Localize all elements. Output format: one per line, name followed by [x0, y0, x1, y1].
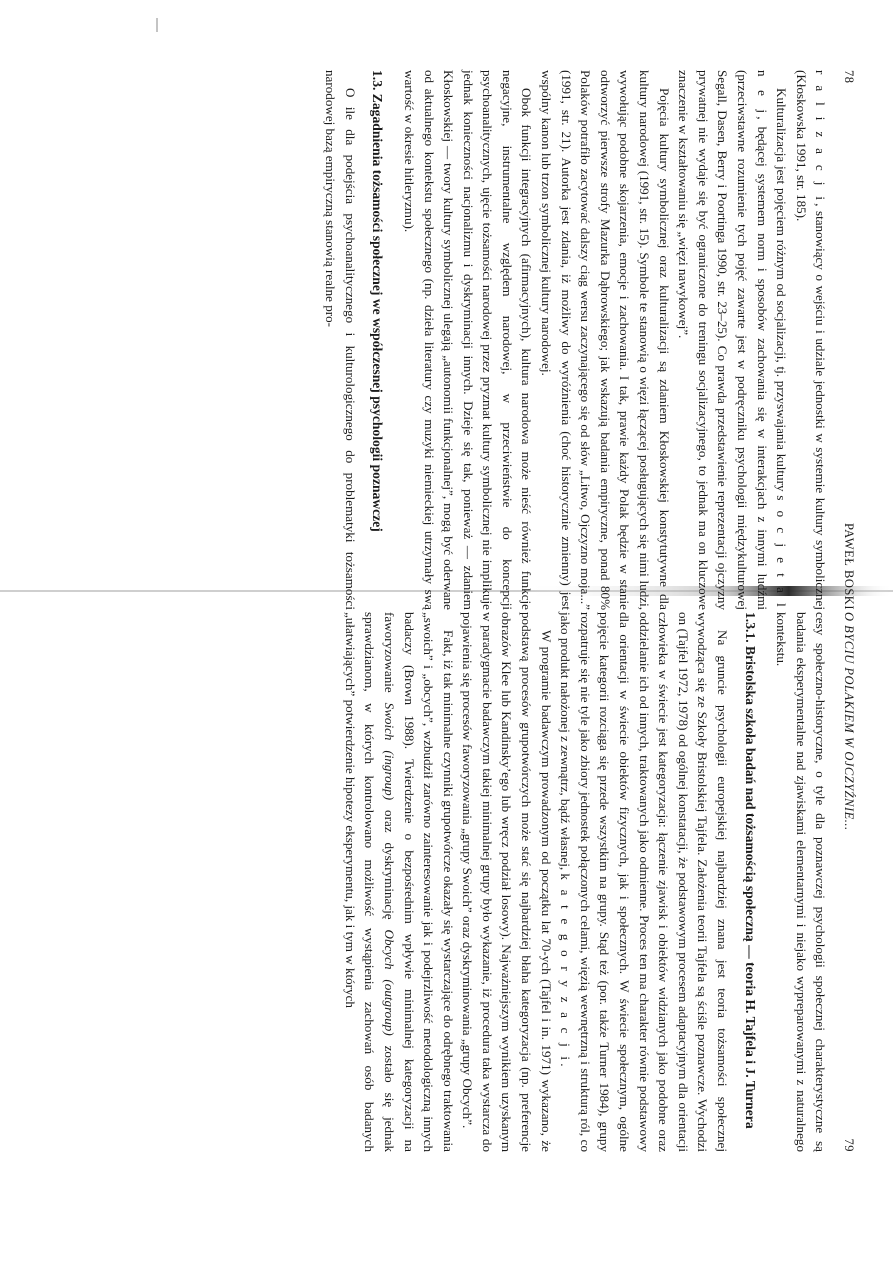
page-79 [340, 612, 858, 1152]
page-number: 79 [842, 1138, 856, 1152]
paragraph [556, 612, 732, 1152]
text-run: W programie badawczym prowadzonym od początku lat 70-ych (Tajfel i in. 1971) wykazano, że podstawą procesów grupotwórczych może stać się najbardziej błaha kategoryzacja (np. preferencje obrazów Klee lub Kandinsky’ego lub wręcz podział losowy). Najważniejszym wynikiem uzyskanym w paradygmacie badawczym takiej minimalnej grupy było wykazanie, iż procedura taka wystarcza do pojawienia się procesów faworyzowania „grupy Swoich” oraz dyskryminowania „grupy Obcych”. [460, 612, 554, 1152]
text-run: Na gruncie psychologii europejskiej najbardziej znana jest teoria tożsamości społecznej wywodząca się ze Szkoły Bristolskiej Tajfela. Założenia teorii Tajfela są ściśle poznawcze. Wychodzi on (Tajfel 1972, 1978) od ogólnej konstatacji, że podstawowym procesem adaptacyjnym dla orientacji człowieka w świecie jest kategoryzacja: łączenie zjawisk i obiektów widzianych jako podobne oraz oddzielanie ich od innych, traktowanych jako odmienne. Proces ten ma charakter równie podstawowy dla orientacji w świecie obiektów fizycznych, jak i społecznych. W świecie społecznym, ogólne pojęcie kategorii rozciąga się przede wszystkim na grupy. Stąd też (por. także Turner 1984), grupy rozpatruje się nie tyle jako zbiory jednostek połączonych celami, więzią wewnętrzną i strukturą ról, co jako produkt nałożonej z zewnątrz, bądź własnej, [558, 612, 731, 1152]
section-title: Bristolska szkoła badań nad tożsamością społeczną — teoria H. Tajfela i J. Turnera [742, 646, 758, 1129]
section-heading [740, 612, 760, 1152]
running-head-author: PAWEŁ BOSKI [842, 522, 856, 610]
paragraph [458, 612, 556, 1152]
text-run: Obcych (outgroup) [381, 929, 397, 1036]
running-header [838, 612, 858, 1152]
text-run: r a l i z a c j i [813, 70, 829, 204]
paragraph [399, 70, 536, 610]
paragraph: O ile dla podejścia psychoanalitycznego i kulturologicznego do problematyki tożsamości narodowej bazą empiryczną stanowią realne pro- [323, 70, 358, 610]
text-run: zostało się jednak sprawdzianom, w których kontrolowano możliwość wystąpienia zachowań osób badanych „ułatwiających” potwierdzenie hipotezy eksperymentu, jak i tym w których [342, 612, 397, 1153]
paragraph [674, 70, 792, 610]
text-run: k a t e g o r y z a c j i [558, 873, 574, 1064]
section-title: Zagadnienia tożsamości społecznej we współczesnej psychologii poznawczej [370, 93, 386, 532]
section-number: 1.3.1. [742, 612, 758, 643]
section-number: 1.3. [370, 70, 386, 91]
page-78 [321, 70, 858, 610]
text-run: Kulturalizacja jest pojęciem różnym od socjalizacji, tj. przyswajania kultury [774, 88, 790, 496]
paragraph [791, 70, 830, 610]
text-run: Pojęcia kultury symbolicznej oraz kulturalizacji są zdaniem Kłoskowskiej konstytutywne dla kultury narodowej (1991, str. 15). Symbole te stanowią o więzi łączącej posługujących się nimi ludzi, wywołując podobne skojarzenia, emocje i zachowania. I tak, prawie każdy Polak będzie w stanie odtworzyć pierwsze strofy Mazurka Dąbrowskiego; jak wskazują badania empiryczne, ponad 80% Polaków potrafiło zacytować dalszy ciąg wersu zaczynającego się od słów „Litwo, Ojczyzno moja...” (1991, str. 21). Autorka jest zdania, iż możliwy do wyróżnienia (choć historycznie zmienny) jest wspólny kanon lub trzon symbolicznej kultury narodowej. [539, 70, 672, 610]
running-head-title: O BYCIU POLAKIEM W OJCZYŹNIE... [842, 612, 856, 831]
text-run: s o c j e t a l n e j [754, 70, 790, 610]
text-run: Fakt, iż tak minimalne czynniki grupotwórcze okazały się wystarczające do odrębnego traktowania „swoich” i „obcych”, wzbudził zarówno zainteresowanie jak i podejrzliwość metodologiczną innych badaczy (Brown 1988). Twierdzenie o bezpośrednim wpływie minimalnej kategoryzacji na faworyzowanie [381, 612, 456, 1152]
running-header [838, 70, 858, 610]
text-run: . [558, 1063, 574, 1067]
paragraph [537, 70, 674, 610]
text-run: Obok funkcji integracyjnych (afirmacyjnych), kultura narodowa może nieść również funkcje negacyjne, instrumentalne względem narodowej, w przeciwieństwie do koncepcji psychoanalitycznych, ujęcie tożsamości narodowej przez pryzmat kultury symbolicznej nie implikuje jednak konieczności nacjonalizmu i dyskryminacji innych. Dzieje się tak, ponieważ — zdaniem Kłoskowskiej — twory kultury symbolicznej ulegają „autonomii funkcjonalnej”, mogą być oderwane od aktualnego kontekstu społecznego (np. dzieła literatury czy muzyki niemieckiej utrzymały swą wartość w okresie hitleryzmu). [401, 70, 535, 610]
text-run: , stanowiący o wejściu i udziale jednostki w systemie kultury symbolicznej (Kłoskowska 1991, str. 185). [793, 70, 829, 610]
text-run: Swoich (ingroup) [381, 702, 397, 801]
paragraph [340, 612, 458, 1152]
text-run: , będącej systemem norm i sposobów zachowania się w interakcjach z innymi ludźmi (przeciwstawne rozumienie tych pojęć zawarte jest w podręczniku psychologii międzykulturowej Segall, Dasen, Berry i Poortinga 1990, str. 23–25). Co prawda przedstawienie reprezentacji ojczyzny prywatnej nie wydaje się być ograniczone do treningu socjalizacyjnego, to jednak ma on kluczowe znaczenie w kształtowaniu się „więzi nawykowej”. [676, 70, 770, 611]
section-heading [368, 70, 388, 610]
paragraph: cesy społeczno-historyczne, o tyle dla poznawczej psychologii społecznej charakterystyczne są badania eksperymentalne nad zjawiskami elementarnymi i niejako wypreparowanymi z naturalnego kontekstu. [774, 612, 829, 1152]
text-run: oraz dyskryminację [381, 800, 397, 930]
page-number: 78 [842, 70, 856, 84]
